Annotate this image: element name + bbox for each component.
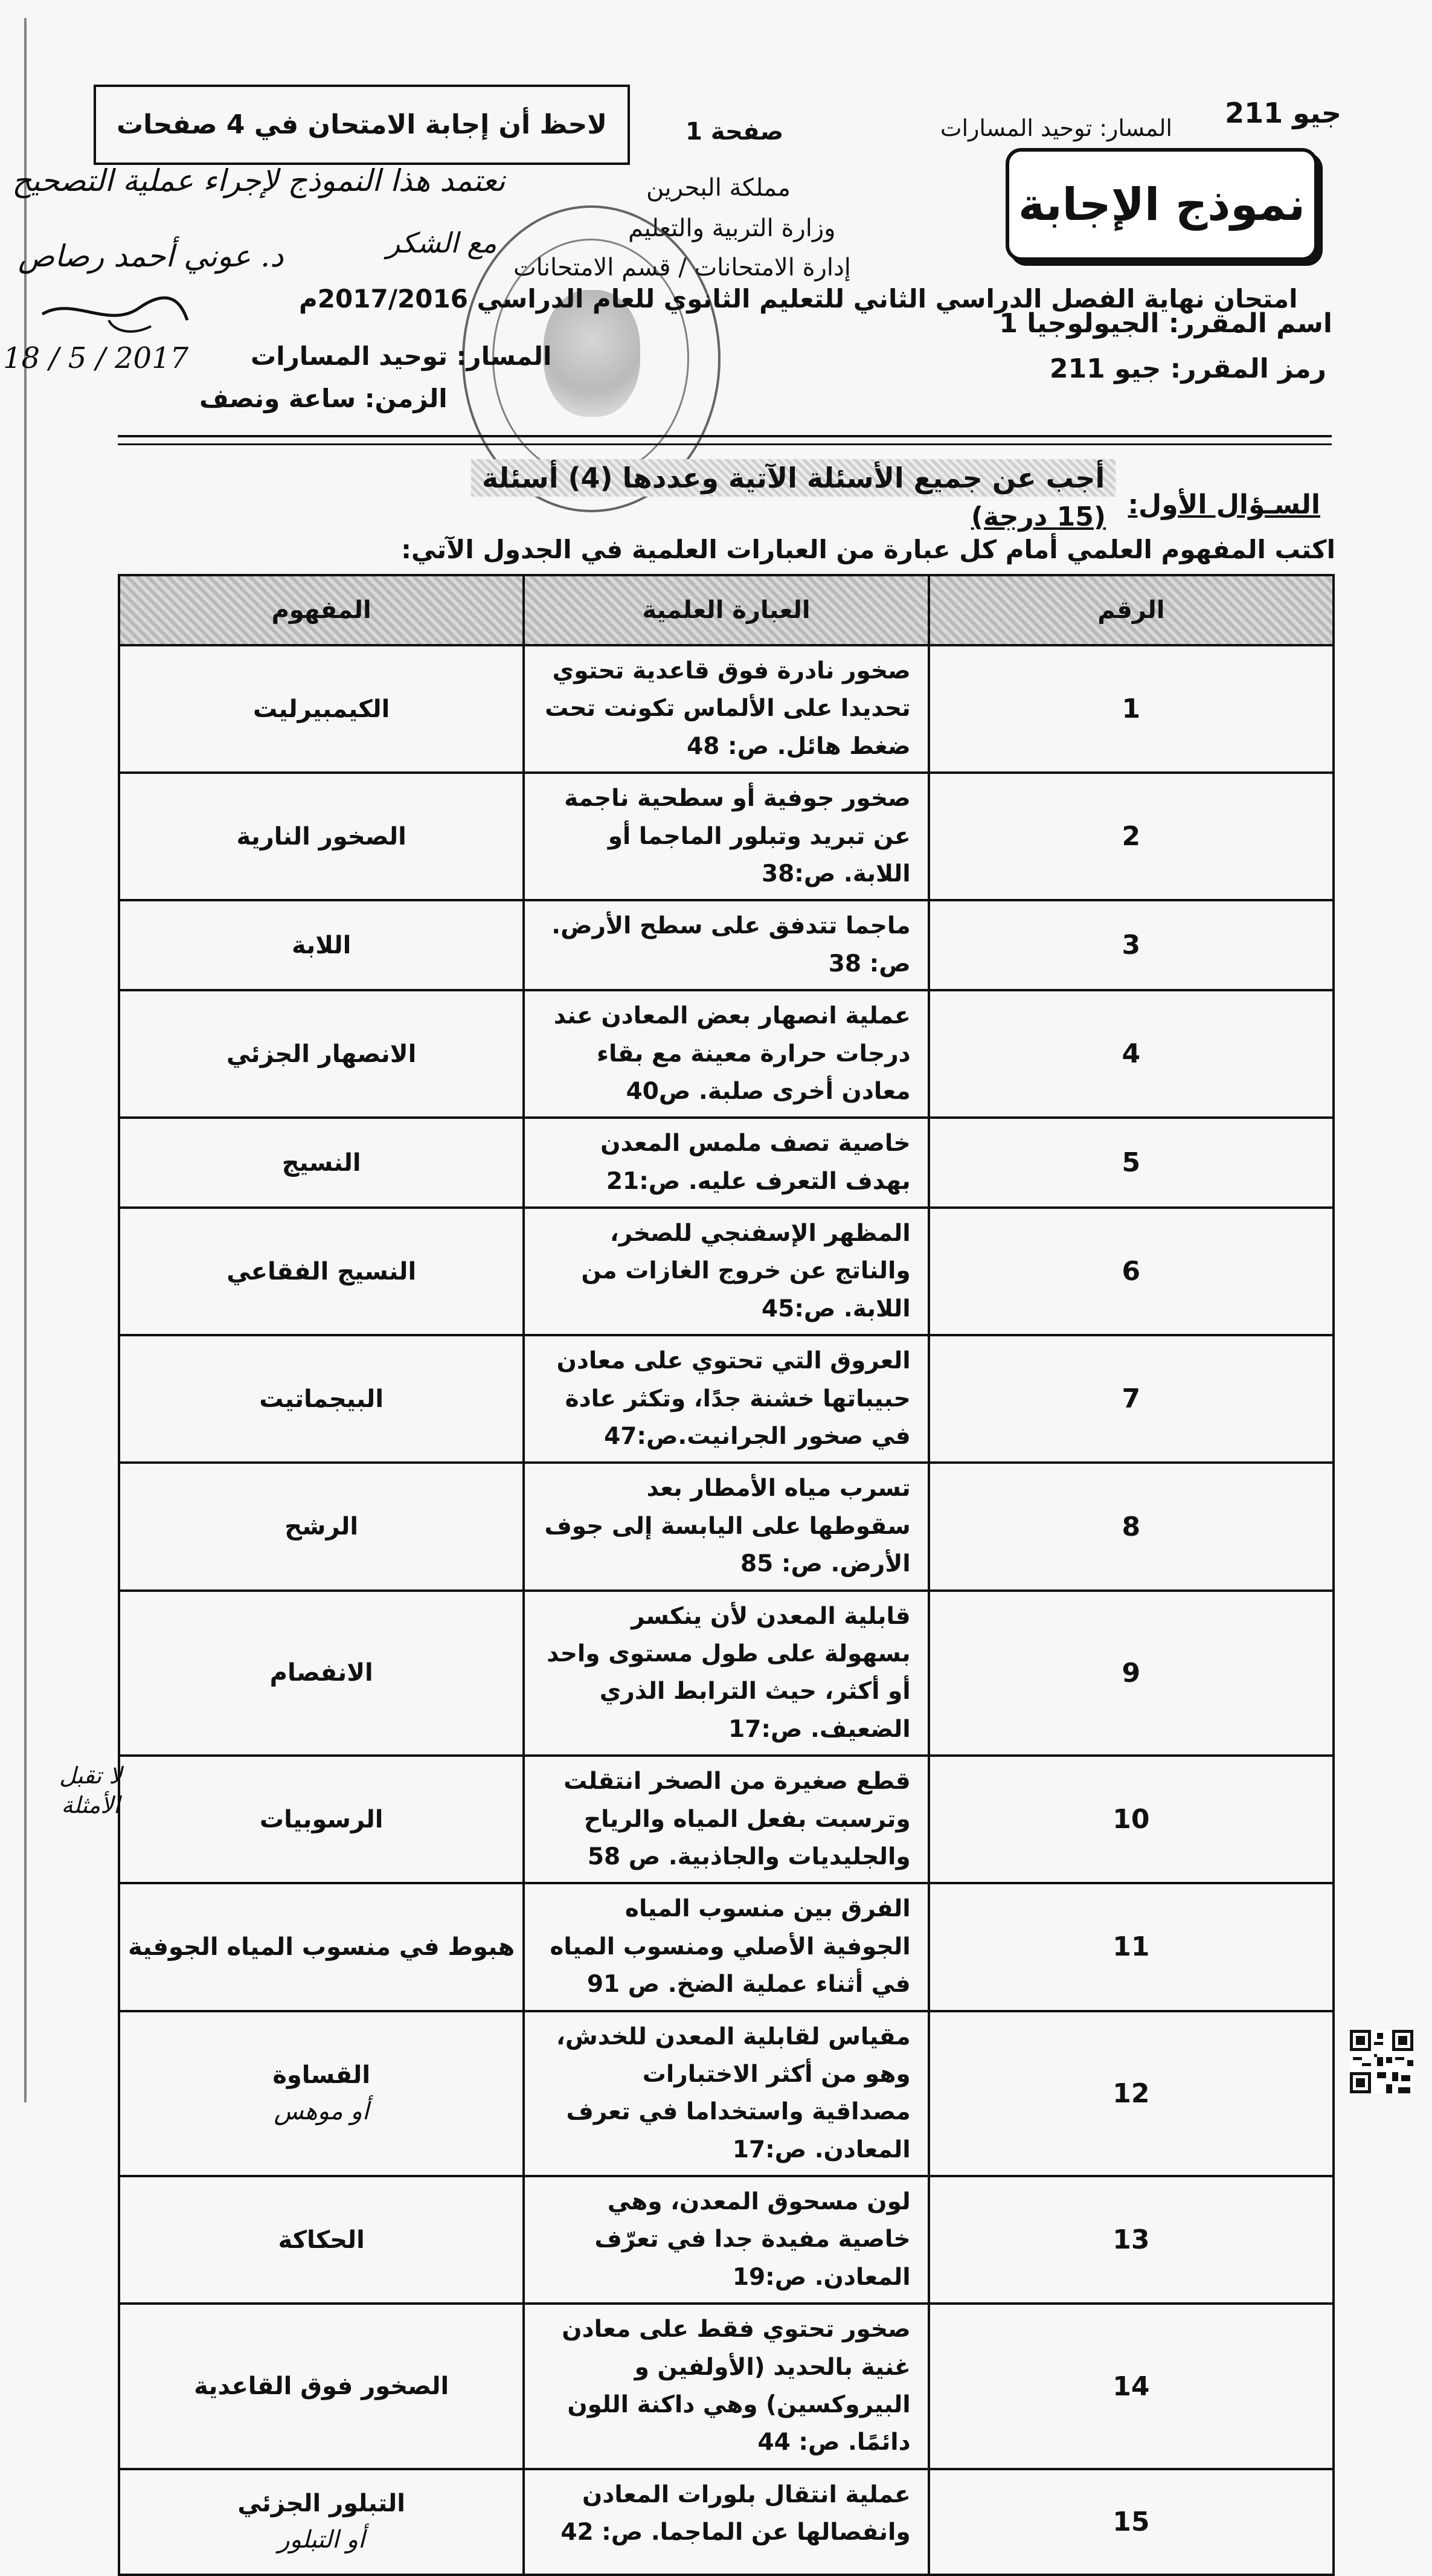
kingdom: مملكة البحرين bbox=[646, 174, 791, 202]
double-rule-top bbox=[118, 435, 1332, 437]
row-answer: النسيج الفقاعي bbox=[119, 1208, 524, 1335]
exam-time: الزمن: ساعة ونصف bbox=[199, 384, 448, 413]
table-row bbox=[119, 1118, 1334, 1208]
table-row bbox=[119, 1335, 1334, 1463]
row-num: 9 bbox=[929, 1591, 1334, 1756]
handwritten-signer: د. عوني أحمد رصاص bbox=[18, 239, 284, 274]
row-answer: البيجماتيت bbox=[119, 1335, 524, 1463]
row-statement: قطع صغيرة من الصخر انتقلت وترسبت بفعل المياه والرياح والجليديات والجاذبية. ص 58 bbox=[524, 1756, 928, 1883]
header-statement: العبارة العلمية bbox=[524, 575, 928, 645]
track: المسار: توحيد المسارات bbox=[251, 341, 552, 371]
row-statement: مقياس لقابلية المعدن للخدش، وهو من أكثر الاختبارات مصداقية واستخداما في تعرف المعادن. ص:17 bbox=[524, 2011, 928, 2177]
row-answer: الانفصام bbox=[119, 1591, 524, 1756]
table-row bbox=[119, 1756, 1334, 1883]
row-answer: الصخور فوق القاعدية bbox=[119, 2304, 524, 2469]
ministry: وزارة التربية والتعليم bbox=[628, 214, 836, 242]
question-marks: (15 درجة) bbox=[971, 501, 1106, 532]
row-answer: الرسوبيات bbox=[119, 1756, 524, 1883]
row-statement: صخور تحتوي فقط على معادن غنية بالحديد (الأولفين و البيروكسين) وهي داكنة اللون دائمًا. ص: 44 bbox=[524, 2304, 928, 2469]
row-answer bbox=[119, 2469, 524, 2575]
row-statement: العروق التي تحتوي على معادن حبيباتها خشنة جدًا، وتكثر عادة في صخور الجرانيت.ص:47 bbox=[524, 1335, 928, 1463]
row-num: 6 bbox=[929, 1208, 1334, 1335]
row-statement: المظهر الإسفنجي للصخر، والناتج عن خروج الغازات من اللابة. ص:45 bbox=[524, 1208, 928, 1335]
answer-table bbox=[118, 574, 1335, 2576]
department: إدارة الامتحانات / قسم الامتحانات bbox=[513, 254, 851, 282]
page-edge bbox=[24, 18, 27, 2102]
course-code: رمز المقرر: جيو 211 bbox=[1049, 353, 1326, 384]
row-answer-main: القساوة bbox=[272, 2061, 371, 2090]
answer-model-title bbox=[1006, 148, 1318, 261]
row-statement: ماجما تتدفق على سطح الأرض. ص: 38 bbox=[524, 900, 928, 990]
row-num: 13 bbox=[929, 2176, 1334, 2304]
row-answer: الصخور النارية bbox=[119, 773, 524, 900]
table-row bbox=[119, 1463, 1334, 1590]
note-box bbox=[94, 85, 630, 165]
table-row bbox=[119, 2011, 1334, 2177]
row-statement: تسرب مياه الأمطار بعد سقوطها على اليابسة إلى جوف الأرض. ص: 85 bbox=[524, 1463, 928, 1590]
table-row bbox=[119, 2304, 1334, 2469]
row-answer-alt: أو موهس bbox=[274, 2098, 369, 2126]
row-answer: الانصهار الجزئي bbox=[119, 990, 524, 1118]
handwritten-approval: نعتمد هذا النموذج لإجراء عملية التصحيح bbox=[12, 163, 506, 198]
table-row bbox=[119, 1883, 1334, 2011]
table-row bbox=[119, 645, 1334, 773]
row-num: 2 bbox=[929, 773, 1334, 900]
row-statement: قابلية المعدن لأن ينكسر بسهولة على طول مستوى واحد أو أكثر، حيث الترابط الذري الضعيف. ص:17 bbox=[524, 1591, 928, 1756]
row-num: 10 bbox=[929, 1756, 1334, 1883]
header-concept: المفهوم bbox=[119, 575, 524, 645]
row-answer: هبوط في منسوب المياه الجوفية bbox=[119, 1883, 524, 2011]
row-statement: الفرق بين منسوب المياه الجوفية الأصلي ومنسوب المياه في أثناء عملية الضخ. ص 91 bbox=[524, 1883, 928, 2011]
row-answer bbox=[119, 2011, 524, 2177]
row-answer-main: التبلور الجزئي bbox=[237, 2490, 406, 2518]
row-answer: اللابة bbox=[119, 900, 524, 990]
exam-title: امتحان نهاية الفصل الدراسي الثاني للتعليم الثانوي للعام الدراسي 2017/2016م bbox=[299, 284, 1298, 314]
row-answer: الحكاكة bbox=[119, 2176, 524, 2304]
row-num: 8 bbox=[929, 1463, 1334, 1590]
note-text: لاحظ أن إجابة الامتحان في 4 صفحات bbox=[116, 109, 608, 140]
row-statement: عملية انتقال بلورات المعادن وانفصالها عن الماجما. ص: 42 bbox=[524, 2469, 928, 2575]
row-num: 7 bbox=[929, 1335, 1334, 1463]
question-prompt: اكتب المفهوم العلمي أمام كل عبارة من العبارات العلمية في الجدول الآتي: bbox=[401, 535, 1335, 564]
row-statement: عملية انصهار بعض المعادن عند درجات حرارة معينة مع بقاء معادن أخرى صلبة. ص40 bbox=[524, 990, 928, 1118]
table-row bbox=[119, 2176, 1334, 2304]
row-answer: النسيج bbox=[119, 1118, 524, 1208]
row-num: 11 bbox=[929, 1883, 1334, 2011]
table-row bbox=[119, 1208, 1334, 1335]
table-row bbox=[119, 900, 1334, 990]
row-num: 4 bbox=[929, 990, 1334, 1118]
row-num: 15 bbox=[929, 2469, 1334, 2575]
handwritten-signature bbox=[36, 284, 193, 338]
row-num: 5 bbox=[929, 1118, 1334, 1208]
question-title: السـؤال الأول: bbox=[1128, 489, 1320, 520]
instructions: أجب عن جميع الأسئلة الآتية وعددها (4) أسئلة bbox=[471, 459, 1116, 497]
row-num: 14 bbox=[929, 2304, 1334, 2469]
row-statement: صخور جوفية أو سطحية ناجمة عن تبريد وتبلور الماجما أو اللابة. ص:38 bbox=[524, 773, 928, 900]
table-row bbox=[119, 1591, 1334, 1756]
track-label-top: المسار: توحيد المسارات bbox=[940, 115, 1172, 141]
row-num: 1 bbox=[929, 645, 1334, 773]
model-title-text: نموذج الإجابة bbox=[1018, 178, 1306, 231]
qr-code-icon bbox=[1350, 2030, 1413, 2093]
table-header-row bbox=[119, 575, 1334, 645]
course-code-top: جيو 211 bbox=[1225, 97, 1341, 129]
row-statement: خاصية تصف ملمس المعدن بهدف التعرف عليه. ص:21 bbox=[524, 1118, 928, 1208]
row-num: 12 bbox=[929, 2011, 1334, 2177]
handwritten-date: 18 / 5 / 2017 bbox=[3, 341, 189, 375]
header-num: الرقم bbox=[929, 575, 1334, 645]
table-row bbox=[119, 2469, 1334, 2575]
handwritten-thanks: مع الشكر bbox=[387, 227, 497, 259]
row-statement: صخور نادرة فوق قاعدية تحتوي تحديدا على الألماس تكونت تحت ضغط هائل. ص: 48 bbox=[524, 645, 928, 773]
table-row bbox=[119, 773, 1334, 900]
handwritten-accept-note: لا تقبل الأمثلة bbox=[59, 1762, 122, 1819]
page-label: صفحة 1 bbox=[685, 118, 784, 146]
row-num: 3 bbox=[929, 900, 1334, 990]
double-rule-bottom bbox=[118, 443, 1332, 445]
row-answer: الكيمبيرليت bbox=[119, 645, 524, 773]
table-row bbox=[119, 990, 1334, 1118]
row-answer-alt: أو التبلور bbox=[278, 2526, 365, 2554]
row-answer: الرشح bbox=[119, 1463, 524, 1590]
row-statement: لون مسحوق المعدن، وهي خاصية مفيدة جدا في تعرّف المعادن. ص:19 bbox=[524, 2176, 928, 2304]
course-name: اسم المقرر: الجيولوجيا 1 bbox=[999, 308, 1332, 339]
